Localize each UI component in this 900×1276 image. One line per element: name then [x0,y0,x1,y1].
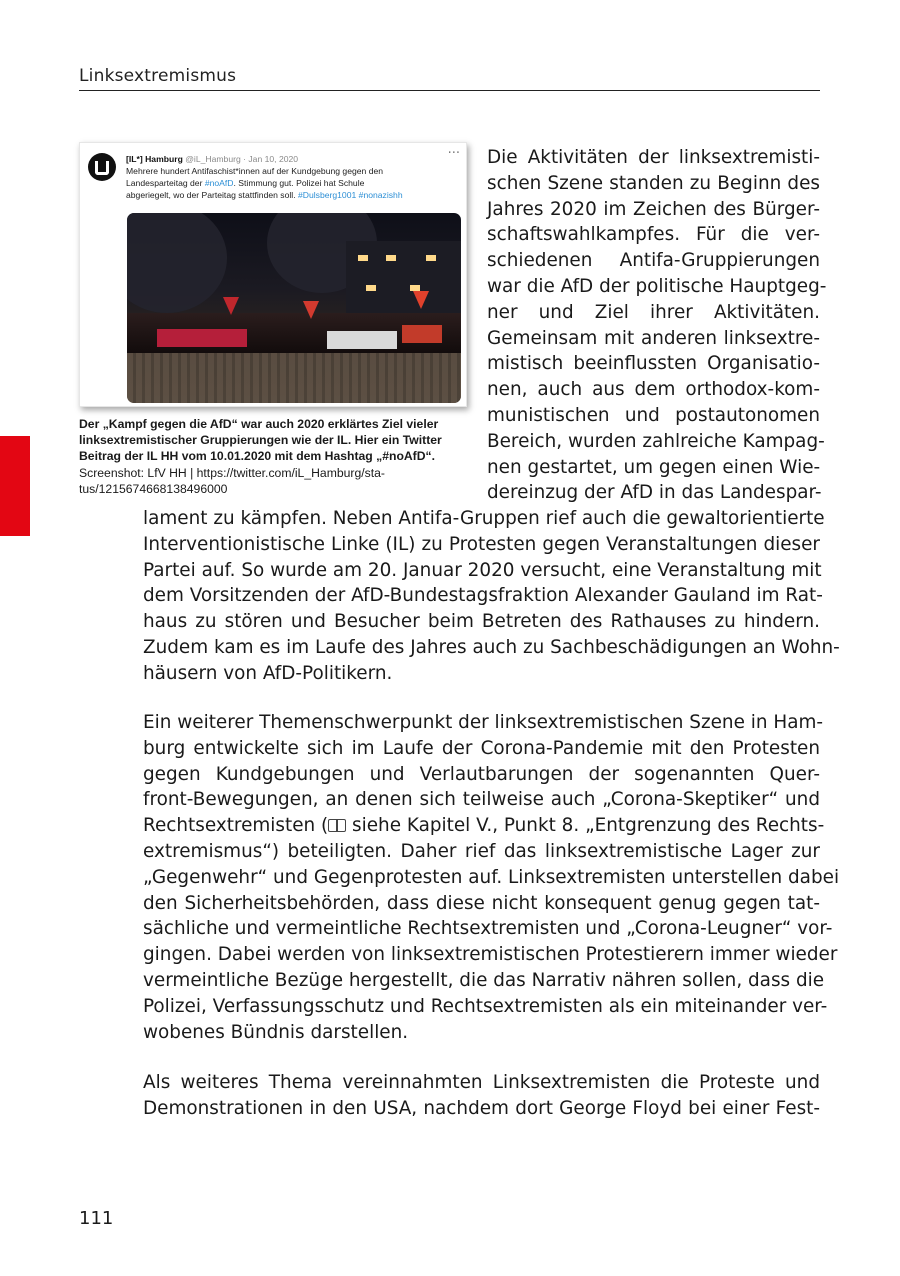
text-line: Demonstrationen in den USA, nachdem dort George Floyd bei einer Fest- [143,1097,820,1119]
photo-pavement [127,353,461,403]
tweet-screenshot [79,142,467,407]
text-line: lament zu kämpfen. Neben Antifa-Gruppen rief auch die gewaltorientierte [143,508,825,529]
text-line: Gemeinsam mit anderen linksextre- [487,327,820,349]
caption-source: tus/1215674668138496000 [79,481,228,496]
text-line: dereinzug der AfD in das Landespar- [487,482,822,504]
text-line: mistisch beeinflussten Organisatio- [487,353,820,375]
photo-banner [402,325,442,343]
photo-tree [127,213,227,313]
paragraph-1 [143,506,840,687]
text-line: schen Szene standen zu Beginn des [487,172,820,194]
tweet-line-1: Mehrere hundert Antifaschist*innen auf der Kundgebung gegen den [126,166,384,176]
tweet-author: [IL*] Hamburg [126,154,183,164]
tweet-hashtag: #Dulsberg1001 #nonazishh [297,190,403,200]
text-line: extremismus“) beteiligten. Daher rief das linksextremistische Lager zur [143,840,820,862]
text-line: schaftswahlkampfes. Für die ver- [487,224,820,246]
text-line: nen gestartet, um gegen einen Wie- [487,456,821,478]
page-number: 111 [79,1208,114,1229]
text-line: ner und Ziel ihrer Aktivitäten. [487,301,820,323]
paragraph-3 [143,1070,820,1122]
text-line: Bereich, wurden zahlreiche Kampag- [487,430,825,452]
chapter-marker [0,436,30,536]
paragraph-2 [143,710,840,1045]
text-line: dem Vorsitzenden der AfD-Bundestagsfraktion Alexander Gauland im Rat- [143,585,823,607]
tweet-text [126,153,456,201]
text-line: war die AfD der politische Hauptgeg- [487,275,827,297]
text-line: Interventionistische Linke (IL) zu Protesten gegen Veranstaltungen dieser [143,533,820,555]
text-line: Jahres 2020 im Zeichen des Bürger- [487,198,820,220]
book-icon [328,819,346,832]
text-line: sächliche und vermeintliche Rechtsextremisten und „Corona-Leugner“ vor- [143,918,833,940]
caption-line: linksextremistischer Gruppierungen wie der IL. Hier ein Twitter [79,433,442,448]
photo-flag [413,291,429,309]
text-line: schiedenen Antifa-Gruppierungen [487,250,820,272]
text-line: den Sicherheitsbehörden, dass diese nicht konsequent genug gegen tat- [143,892,820,914]
text-line: munistischen und postautonomen [487,404,820,426]
tweet-line-2 [126,177,456,189]
text-line: Partei auf. So wurde am 20. Januar 2020 versucht, eine Veranstaltung mit [143,559,822,581]
tweet-photo [127,213,461,403]
tweet-text-part: . Stimmung gut. Polizei hat Schule [233,178,365,188]
text-line: burg entwickelte sich im Laufe der Corona-Pandemie mit den Protesten [143,737,820,759]
text-line: häusern von AfD-Politikern. [143,662,393,684]
text-line: Die Aktivitäten der linksextremisti- [487,147,820,168]
tweet-text-part: Landesparteitag der [126,178,205,188]
photo-flag [223,297,239,315]
text-line: gegen Kundgebungen und Verlautbarungen der sogenannten Quer- [143,763,820,785]
caption-line: Der „Kampf gegen die AfD“ war auch 2020 erklärtes Ziel vieler [79,417,439,431]
il-logo-icon [88,153,116,181]
photo-banner [157,329,247,347]
figure-caption [79,416,469,497]
tweet-handle-date: @iL_Hamburg · Jan 10, 2020 [185,154,299,164]
text-line: haus zu stören und Besucher beim Betreten des Rathauses zu hindern. [143,611,820,633]
text-line: Polizei, Verfassungsschutz und Rechtsextremisten als ein miteinander ver- [143,995,828,1017]
text-line-with-reference [143,813,825,839]
text-line: Als weiteres Thema vereinnahmten Linksextremisten die Proteste und [143,1072,820,1093]
caption-line: Beitrag der IL HH vom 10.01.2020 mit dem Hashtag „#noAfD“. [79,449,436,464]
text-line: front-Bewegungen, an denen sich teilweise auch „Corona-Skeptiker“ und [143,789,820,811]
text-line: Zudem kam es im Laufe des Jahres auch zu Sachbeschädigungen an Wohn- [143,636,840,658]
text-part: Rechtsextremisten ( [143,815,329,837]
photo-banner [327,331,397,349]
caption-source: Screenshot: LfV HH | https://twitter.com/iL_Hamburg/sta- [79,465,385,480]
text-line: vermeintliche Bezüge hergestellt, die das Narrativ nähren sollen, dass die [143,969,825,991]
side-paragraph [487,145,827,506]
chapter-reference: siehe Kapitel V., Punkt 8. „Entgrenzung des Rechts- [346,815,825,837]
tweet-line-3 [126,189,456,201]
header-title: Linksextremismus [79,66,237,86]
text-line: wobenes Bündnis darstellen. [143,1021,409,1043]
text-line: „Gegenwehr“ und Gegenprotesten auf. Linksextremisten unterstellen dabei [143,866,840,888]
tweet-menu-icon: ··· [447,146,460,161]
tweet-text-part: abgeriegelt, wo der Parteitag stattfinden soll. [126,190,298,200]
photo-flag [303,301,319,319]
tweet-hashtag: #noAfD [204,178,234,188]
text-line: Ein weiterer Themenschwerpunkt der linksextremistischen Szene in Ham- [143,712,824,733]
text-line: gingen. Dabei werden von linksextremistischen Protestierern immer wieder [143,944,838,966]
text-line: nen, auch aus dem orthodox-kom- [487,379,820,401]
running-header [79,64,820,91]
